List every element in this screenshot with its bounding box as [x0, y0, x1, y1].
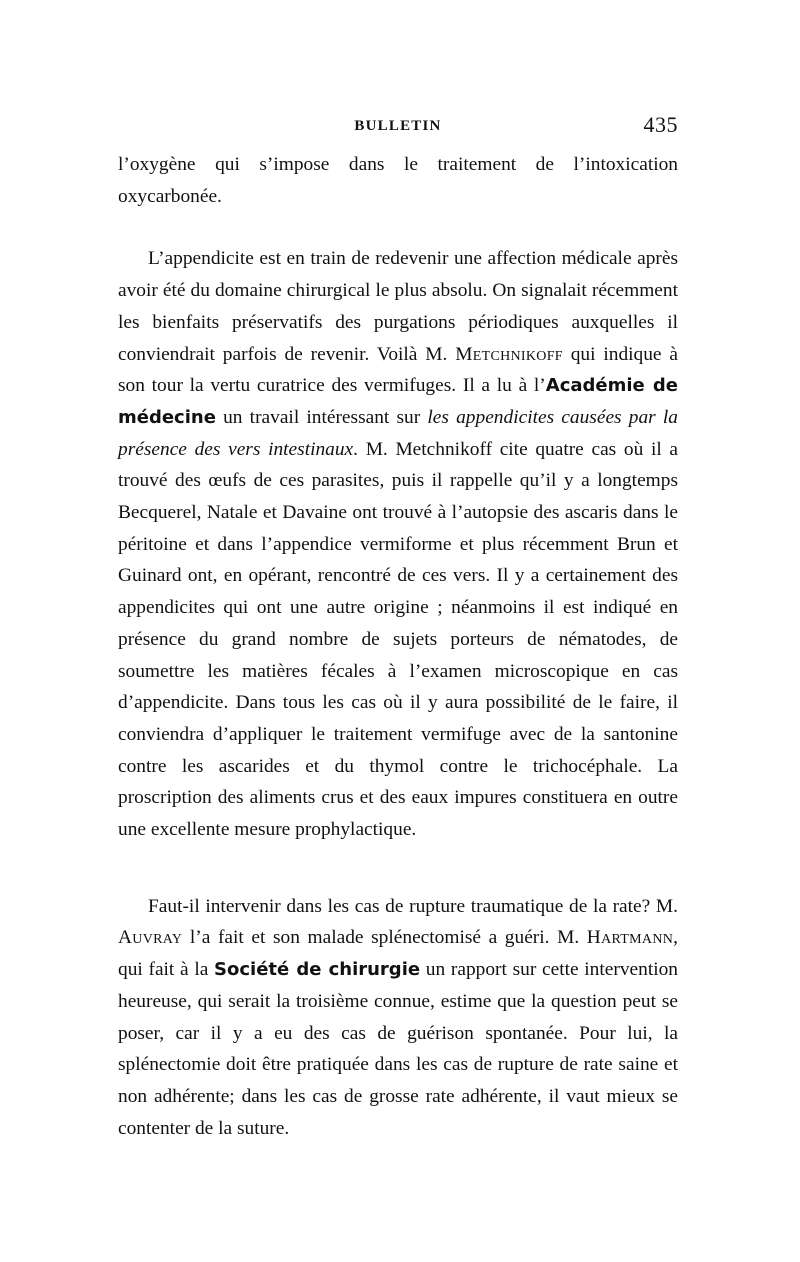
text-run: qui indique à son tour la vertu curatrice des vermifuges. Il a lu à l’ [118, 343, 678, 397]
author-name-hartmann: Hartmann [586, 927, 674, 949]
paragraph-continued [118, 149, 678, 212]
paragraph-spacer [118, 846, 678, 891]
paragraph-text: l’oxygène qui s’impose dans le traitement de l’intoxication oxycarbonée. [118, 154, 678, 207]
work-title: les appendicites causées par la présence des vers intestinaux [118, 406, 678, 460]
text-run: un rapport sur cette intervention heureuse, qui serait la troisième connue, estime que la question peut se poser, car il y a eu des cas de guérison spontanée. Pour lui, la splénectomie doit être pratiquée dans les cas de rupture de rate saine et non adhérente; dans les cas de grosse rate adhérente, il vaut mieux se contenter de la suture. [118, 959, 678, 1139]
body-text [118, 149, 678, 1144]
text-run: L’appendicite est en train de redevenir une affection médicale après avoir été du domaine chirurgical le plus absolu. On signalait récemment les bienfaits préservatifs des purgations périodiques auxquelles il conviendrait parfois de revenir. Voilà M. [118, 248, 678, 365]
text-run: l’a fait et son malade splénectomisé a guéri. M. [182, 927, 587, 949]
text-run: un travail intéressant sur [215, 406, 428, 428]
text-run: . M. Metchnikoff cite quatre cas où il a trouvé des œufs de ces parasites, puis il rappelle qu’il y a longtemps Becquerel, Natale et Davaine ont trouvé à l’autopsie des ascaris dans le péritoine et dans l’appendice vermiforme et plus récemment Brun et Guinard ont, en opérant, rencontré de ces vers. Il y a certainement des appendicites qui ont une autre origine ; néanmoins il est indiqué en présence du grand nombre de sujets porteurs de nématodes, de soumettre les matières fécales à l’examen microscopique en cas d’appendicite. Dans tous les cas où il y aura possibilité de le faire, il conviendra d’appliquer le traitement vermifuge avec de la santonine contre les ascarides et du thymol contre le trichocéphale. La proscription des aliments crus et des eaux impures constituera en outre une excellente mesure prophylactique. [118, 438, 678, 841]
running-head [118, 112, 678, 142]
institution-societe: Société de chirurgie [214, 959, 421, 981]
paragraph-spacer [118, 212, 678, 243]
institution-academie: Académie de médecine [118, 375, 678, 428]
running-title: BULLETIN [354, 118, 442, 134]
author-name-auvray: Auvray [118, 927, 183, 949]
paragraph-rupture-rate [118, 891, 678, 1145]
text-run: Faut-il intervenir dans les cas de rupture traumatique de la rate? M. [148, 895, 678, 917]
paragraph-appendicite [118, 243, 678, 845]
page-number: 435 [643, 112, 678, 137]
text-run: , qui fait à la [118, 927, 678, 981]
author-name-metchnikoff: Metchnikoff [455, 343, 563, 365]
